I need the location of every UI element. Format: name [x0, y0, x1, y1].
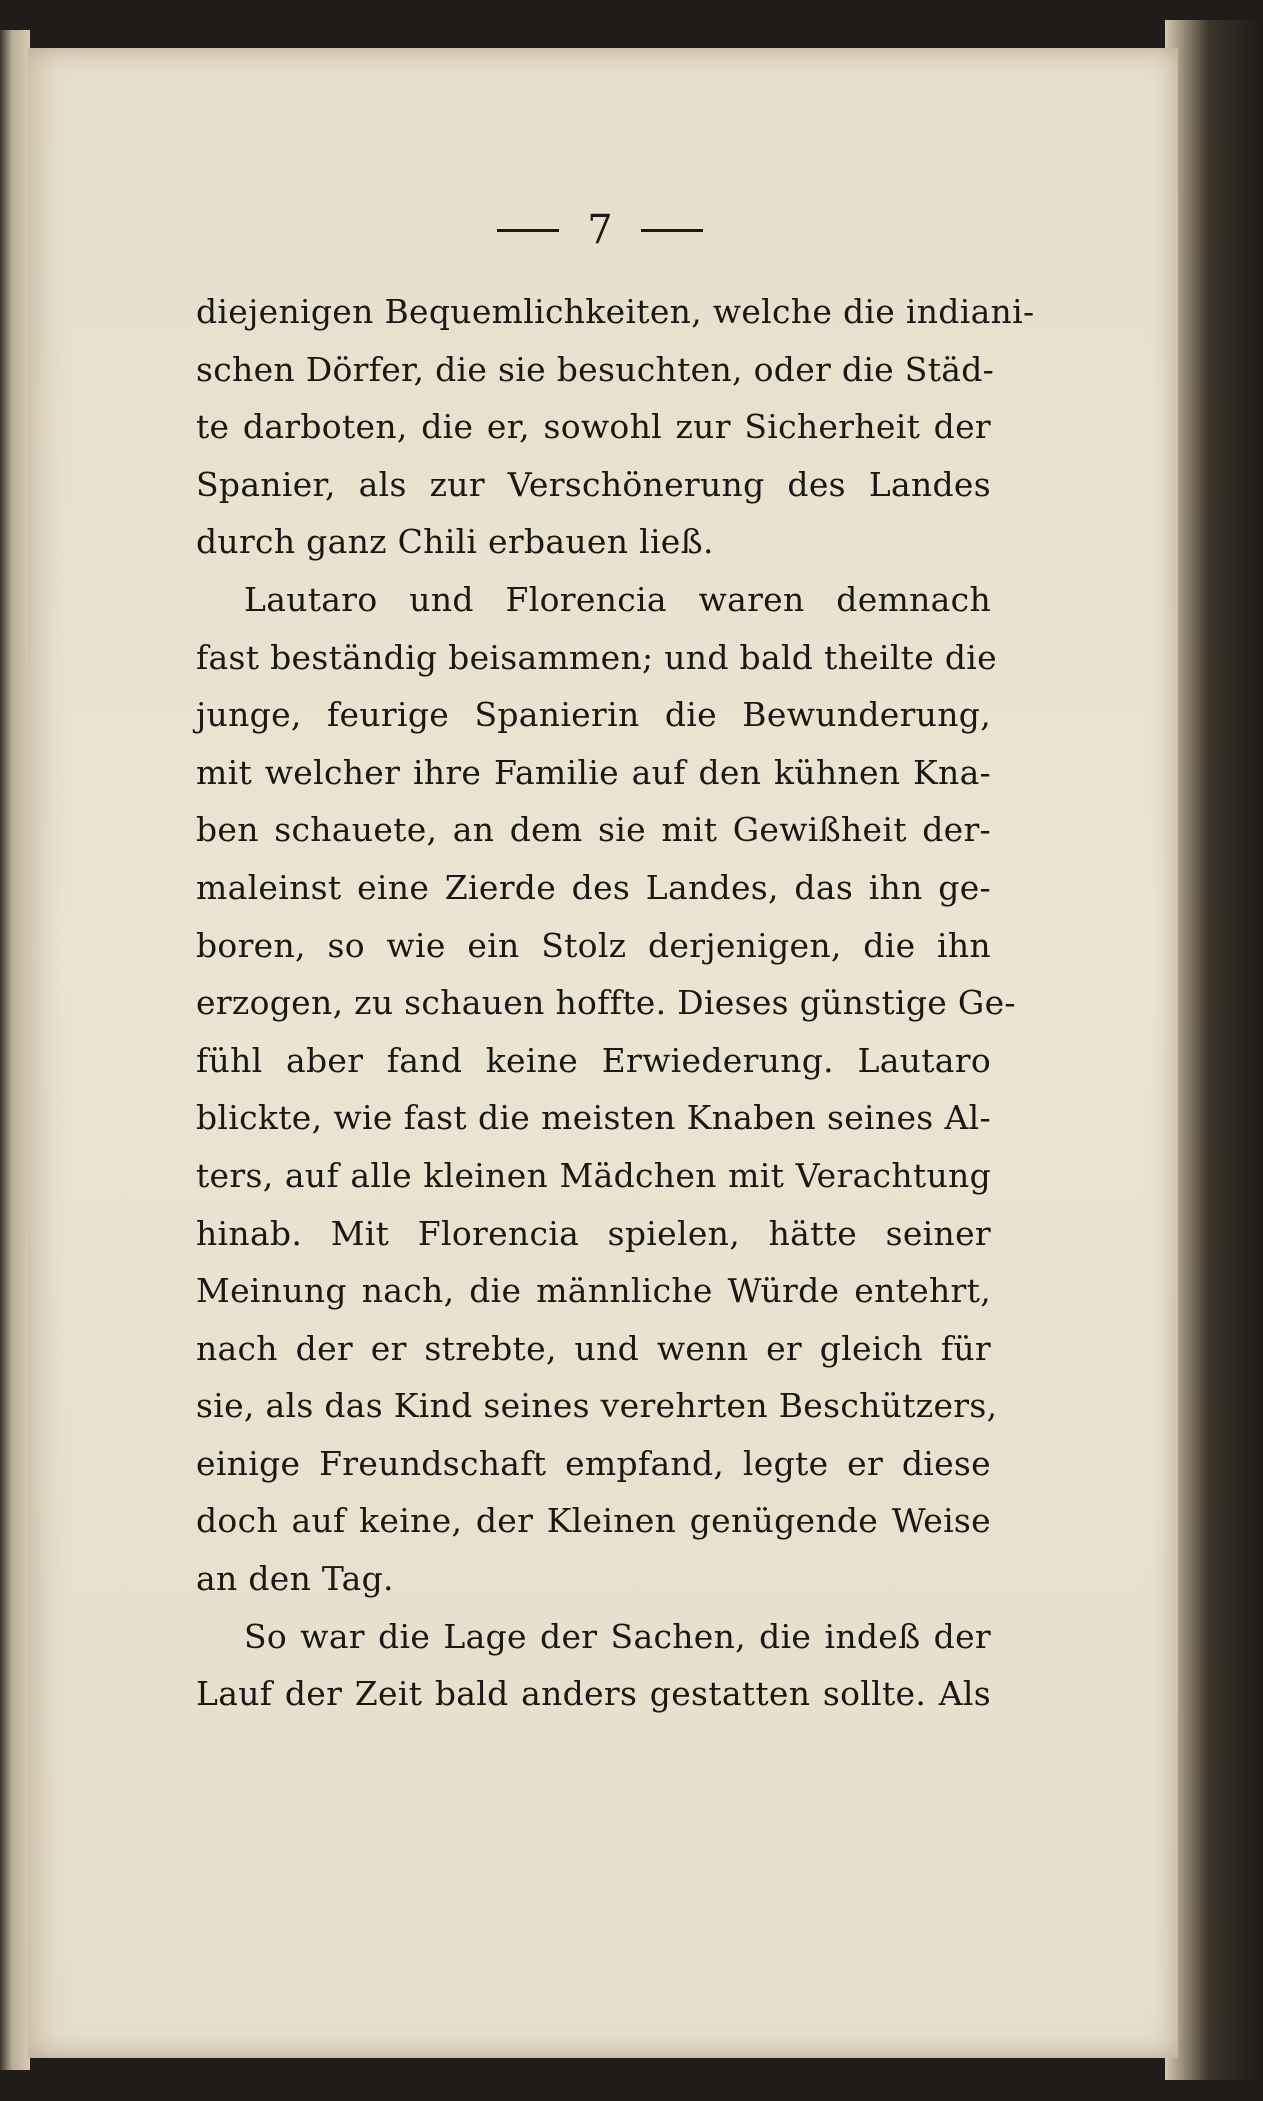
text-line: an den Tag.: [196, 1559, 394, 1599]
text-line: maleinst eine Zierde des Landes, das ihn ge-: [196, 867, 991, 907]
text-line: doch auf keine, der Kleinen genügende Weise: [196, 1501, 991, 1541]
text-line: schen Dörfer, die sie besuchten, oder die Städ-: [196, 349, 995, 389]
text-line: Lautaro und Florencia waren demnach: [244, 579, 991, 619]
text-line: fühl aber fand keine Erwiederung. Lautaro: [196, 1040, 991, 1080]
text-line: einige Freundschaft empfand, legte er diese: [196, 1443, 991, 1483]
text-line: Lauf der Zeit bald anders gestatten sollte. Als: [196, 1674, 991, 1714]
text-line: So war die Lage der Sachen, die indeß der: [244, 1616, 991, 1656]
text-line: boren, so wie ein Stolz derjenigen, die ihn: [196, 925, 991, 965]
book-right-edge: [1165, 20, 1263, 2080]
text-line: erzogen, zu schauen hoffte. Dieses günstige Ge-: [196, 983, 1016, 1023]
body-text: [196, 283, 1035, 1723]
text-line: ben schauete, an dem sie mit Gewißheit der-: [196, 810, 991, 850]
text-line: diejenigen Bequemlichkeiten, welche die indiani-: [196, 292, 1035, 331]
text-line: fast beständig beisammen; und bald theilte die: [196, 637, 997, 677]
page-number: 7: [587, 207, 613, 253]
text-line: Spanier, als zur Verschönerung des Landes: [196, 464, 991, 504]
text-line: mit welcher ihre Familie auf den kühnen Kna-: [196, 752, 991, 792]
text-line: nach der er strebte, und wenn er gleich für: [196, 1328, 991, 1368]
text-line: blickte, wie fast die meisten Knaben seines Al-: [196, 1098, 991, 1138]
text-line: sie, als das Kind seines verehrten Beschützers,: [196, 1386, 998, 1426]
text-line: durch ganz Chili erbauen ließ.: [196, 522, 714, 562]
book-left-edge: [0, 30, 30, 2070]
text-line: Meinung nach, die männliche Würde entehrt,: [196, 1271, 991, 1311]
text-line: hinab. Mit Florencia spielen, hätte seiner: [196, 1213, 991, 1253]
header-dash-right: [641, 229, 703, 232]
page-header: [440, 205, 760, 255]
text-line: ters, auf alle kleinen Mädchen mit Verachtung: [196, 1155, 991, 1195]
text-line: junge, feurige Spanierin die Bewunderung,: [196, 695, 991, 735]
header-dash-left: [497, 229, 559, 232]
text-line: te darboten, die er, sowohl zur Sicherheit der: [196, 407, 991, 447]
